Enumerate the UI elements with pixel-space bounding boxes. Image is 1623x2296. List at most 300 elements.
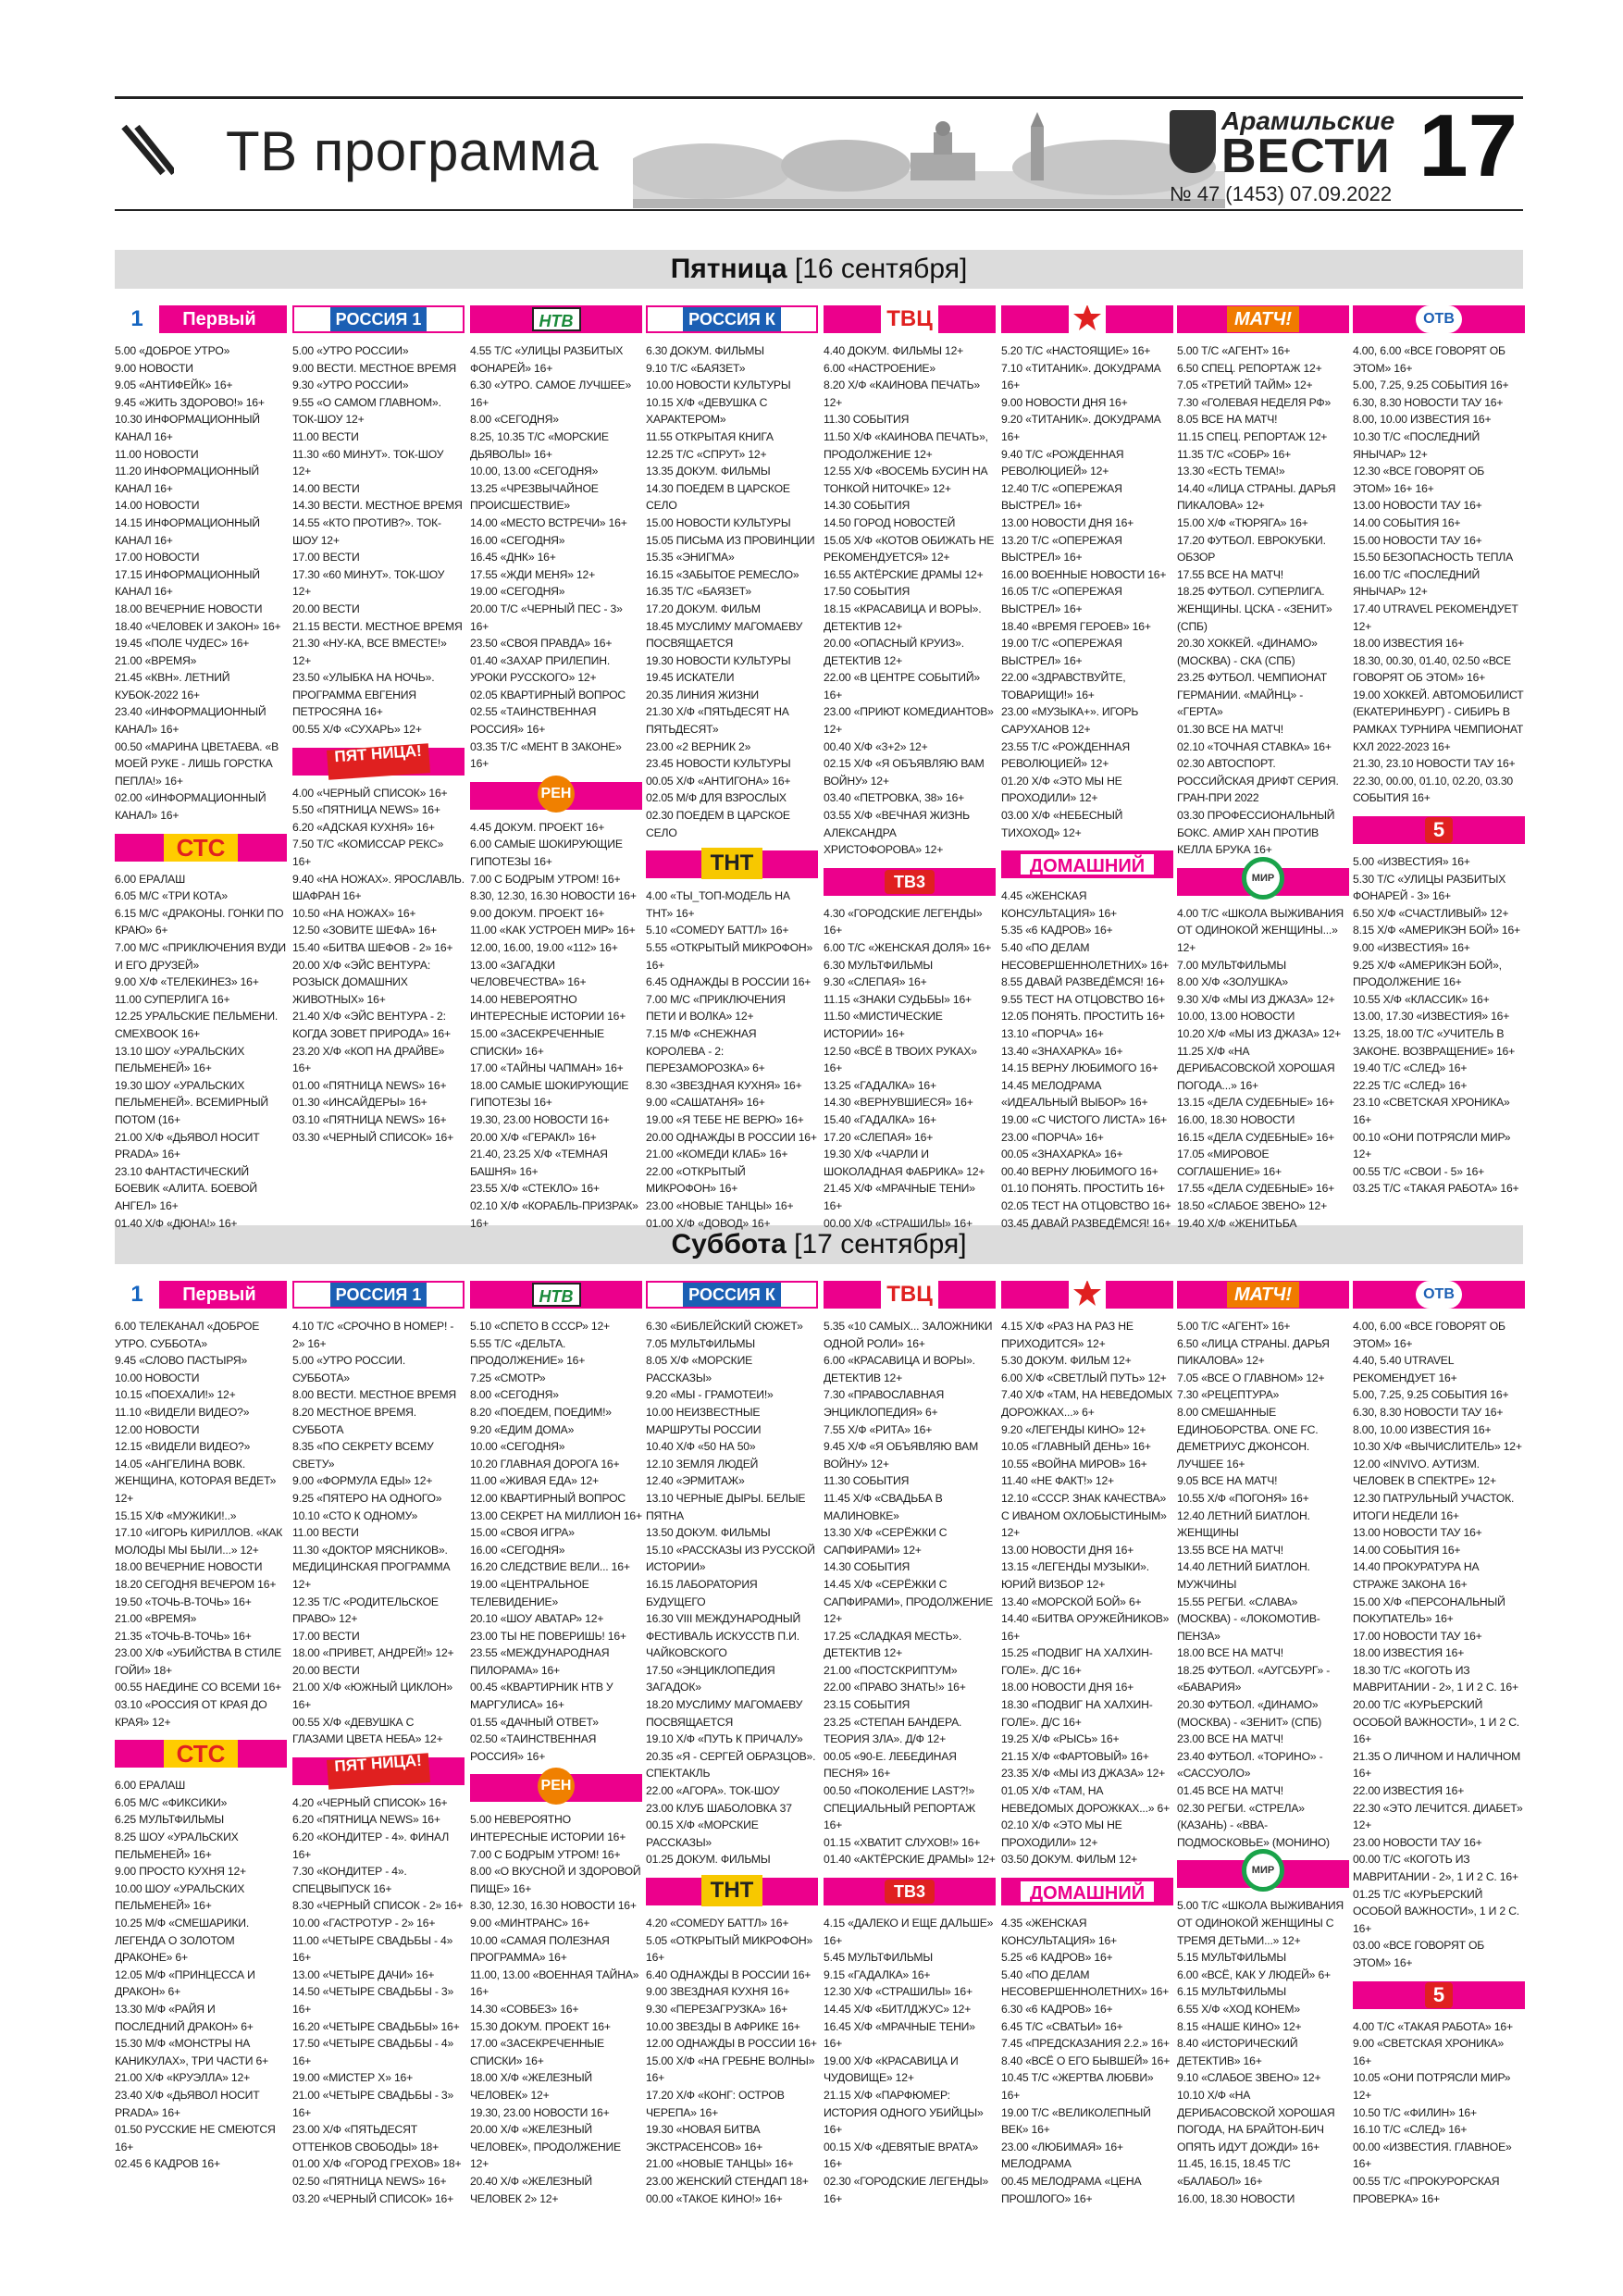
program-entry: 20.00 ВЕСТИ <box>292 1663 360 1677</box>
program-entry: 20.00 Т/С «ЧЕРНЫЙ ПЕС - 3» 16+ <box>470 602 623 633</box>
program-entry: 20.00 «ОПАСНЫЙ КРУИЗ». ДЕТЕКТИВ 12+ <box>824 637 964 667</box>
brand-top: Арамильские <box>1221 106 1395 135</box>
program-entry: 4.30 «ГОРОДСКИЕ ЛЕГЕНДЫ» 16+ <box>824 906 983 937</box>
program-entry: 5.00 Т/С «АГЕНТ» 16+ <box>1177 1320 1291 1333</box>
program-entry: 11.30 СОБЫТИЯ <box>824 413 910 427</box>
program-entry: 9.00 ЗВЕЗДНАЯ КУХНЯ 16+ <box>646 1985 790 1999</box>
program-entry: 00.55 Х/Ф «ДЕВУШКА С ГЛАЗАМИ ЦВЕТА НЕБА» 12+ <box>292 1715 443 1746</box>
program-entry: 00.40 Х/Ф «3+2» 12+ <box>824 739 928 753</box>
program-entry: 13.25, 18.00 Т/С «УЧИТЕЛЬ В ЗАКОНЕ. ВОЗВРАЩЕНИЕ» 16+ <box>1353 1026 1516 1058</box>
coat-of-arms-icon <box>1170 110 1216 173</box>
program-entry: 18.00 «ПРИВЕТ, АНДРЕЙ!» 12+ <box>292 1646 454 1660</box>
program-entry: 23.00 КЛУБ ШАБОЛОВКА 37 <box>646 1801 792 1815</box>
program-entry: 15.35 «ЭНИГМА» <box>646 551 735 565</box>
program-entry: 14.30 СОБЫТИЯ <box>824 499 911 513</box>
channel-column <box>646 1281 818 2206</box>
program-entry: 00.15 Х/Ф «МОРСКИЕ РАССКАЗЫ» <box>646 1818 759 1849</box>
channel-name: СТС <box>164 1740 239 1768</box>
program-entry: 16.00 Т/С «ПОСЛЕДНИЙ ЯНЫЧАР» 12+ <box>1353 567 1481 599</box>
program-entry: 8.30, 12.30, 16.30 НОВОСТИ 16+ <box>470 1899 637 1913</box>
program-entry: 6.00 Х/Ф «СВЕТЛЫЙ ПУТЬ» 12+ <box>1001 1371 1167 1384</box>
channel-name: 5 <box>1425 817 1453 843</box>
program-entry: 23.40 ФУТБОЛ. «ТОРИНО» - «САССУОЛО» <box>1177 1749 1323 1781</box>
program-entry: 23.00 ТЫ НЕ ПОВЕРИШЬ! 16+ <box>470 1629 626 1643</box>
program-entry: 11.15 «ЗНАКИ СУДЬБЫ» 16+ <box>824 992 972 1006</box>
program-entry: 19.30 «НОВАЯ БИТВА ЭКСТРАСЕНСОВ» 16+ <box>646 2123 763 2153</box>
program-entry: 20.00 ОДНАЖДЫ В РОССИИ 16+ <box>646 1130 817 1144</box>
program-entry: 20.00 Х/Ф «ЖЕЛЕЗНЫЙ ЧЕЛОВЕК», ПРОДОЛЖЕНИЕ 12+ <box>470 2123 621 2171</box>
program-entry: 18.00 НОВОСТИ ДНЯ 16+ <box>1001 1681 1134 1694</box>
program-entry: 14.40 «ЛИЦА СТРАНЫ. ДАРЬЯ ПИКАЛОВА» 12+ <box>1177 481 1336 513</box>
program-entry: 10.00 НОВОСТИ <box>115 1371 200 1384</box>
program-entry: 6.30 МУЛЬТФИЛЬМЫ <box>824 958 933 972</box>
program-entry: 16.00, 18.30 НОВОСТИ <box>1177 2191 1295 2205</box>
section-title: ТВ программа <box>226 120 600 182</box>
channel-name: ТНТ <box>701 848 763 879</box>
program-entry: 20.00 Х/Ф «ЭЙС ВЕНТУРА: РОЗЫСК ДОМАШНИХ ЖИВОТНЫХ» 16+ <box>292 958 431 1006</box>
program-entry: 9.30 «УТРО РОССИИ» <box>292 379 409 392</box>
program-entry: 17.30 «60 МИНУТ». ТОК-ШОУ 12+ <box>292 567 445 599</box>
channel-column <box>115 305 287 1231</box>
program-entry: 6.30 «6 КАДРОВ» 16+ <box>1001 2002 1113 2016</box>
program-entry: 7.30 «ПРАВОСЛАВНАЯ ЭНЦИКЛОПЕДИЯ» 6+ <box>824 1388 945 1419</box>
program-entry: 21.40, 23.25 Х/Ф «ТЕМНАЯ БАШНЯ» 16+ <box>470 1148 608 1178</box>
channel-logo <box>292 1281 465 1309</box>
program-entry: 20.40 Х/Ф «ЖЕЛЕЗНЫЙ ЧЕЛОВЕК 2» 12+ <box>470 2174 592 2205</box>
program-entry: 9.55 ТЕСТ НА ОТЦОВСТВО 16+ <box>1001 992 1166 1006</box>
program-entry: 8.35 «ПО СЕКРЕТУ ВСЕМУ СВЕТУ» <box>292 1440 434 1471</box>
program-entry: 8.20 МЕСТНОЕ ВРЕМЯ. СУББОТА <box>292 1405 416 1436</box>
program-entry: 17.00 ВЕСТИ <box>292 1629 360 1643</box>
program-entry: 19.30 НОВОСТИ КУЛЬТУРЫ <box>646 653 791 667</box>
channel-name: Первый <box>182 1284 256 1305</box>
program-entry: 11.50 Х/Ф «КАИНОВА ПЕЧАТЬ», ПРОДОЛЖЕНИЕ 12+ <box>824 429 988 461</box>
program-entry: 19.30 Х/Ф «ЧАРЛИ И ШОКОЛАДНАЯ ФАБРИКА» 12+ <box>824 1148 985 1178</box>
program-entry: 11.15 СПЕЦ. РЕПОРТАЖ 12+ <box>1177 429 1328 443</box>
program-entry: 10.55 Х/Ф «ПОГОНЯ» 16+ <box>1177 1491 1309 1505</box>
program-entry: 5.10 «СПЕТО В СССР» 12+ <box>470 1320 610 1333</box>
program-entry: 21.00 Х/Ф «ДЬЯВОЛ НОСИТ PRADA» 16+ <box>115 1130 260 1161</box>
program-entry: 8.00 СМЕШАННЫЕ ЕДИНОБОРСТВА. ONE FC. ДЕМЕТРИУС ДЖОНСОН. ЛУЧШЕЕ 16+ <box>1177 1405 1319 1471</box>
channel-logo <box>1177 305 1349 333</box>
program-entry: 17.00 «ЗАСЕКРЕЧЕННЫЕ СПИСКИ» 16+ <box>470 2037 604 2067</box>
program-entry: 8.15 «НАШЕ КИНО» 12+ <box>1177 2019 1302 2033</box>
program-entry: 9.40 «НА НОЖАХ». ЯРОСЛАВЛЬ. ШАФРАН 16+ <box>292 872 465 903</box>
program-entry: 8.30, 12.30, 16.30 НОВОСТИ 16+ <box>470 889 637 903</box>
program-entry: 01.15 «ХВАТИТ СЛУХОВ!» 16+ <box>824 1835 981 1849</box>
program-entry: 9.10 «СЛАБОЕ ЗВЕНО» 12+ <box>1177 2071 1321 2085</box>
program-entry: 6.00 ТЕЛЕКАНАЛ «ДОБРОЕ УТРО. СУББОТА» <box>115 1320 260 1350</box>
program-entry: 17.20 ФУТБОЛ. ЕВРОКУБКИ. ОБЗОР <box>1177 533 1326 565</box>
program-entry: 22.00 «ОТКРЫТЫЙ МИКРОФОН» 16+ <box>646 1164 746 1196</box>
program-entry: 00.45 «КВАРТИРНИК НТВ У МАРГУЛИСА» 16+ <box>470 1681 613 1712</box>
program-entry: 21.30, 23.10 НОВОСТИ ТАУ 16+ <box>1353 757 1516 771</box>
program-entry: 19.00 Т/С «ОПЕРЕЖАЯ ВЫСТРЕЛ» 16+ <box>1001 637 1122 667</box>
program-entry: 17.00 НОВОСТИ <box>115 551 200 565</box>
program-entry: 9.00 «СВЕТСКАЯ ХРОНИКА» 16+ <box>1353 2037 1505 2067</box>
program-entry: 15.25 «ПОДВИГ НА ХАЛХИН-ГОЛЕ». Д/С 16+ <box>1001 1646 1153 1677</box>
program-entry: 13.10 ШОУ «УРАЛЬСКИХ ПЕЛЬМЕНЕЙ» 16+ <box>115 1044 245 1075</box>
program-entry: 8.55 ДАВАЙ РАЗВЕДЁМСЯ! 16+ <box>1001 975 1165 989</box>
channel-column <box>1177 1281 1349 2206</box>
program-entry: 9.05 «АНТИФЕЙК» 16+ <box>115 379 233 392</box>
program-entry: 7.00 МУЛЬТФИЛЬМЫ <box>1177 958 1286 972</box>
program-entry: 14.00 ВЕСТИ <box>292 481 360 495</box>
program-entry: 22.00 «АГОРА». ТОК-ШОУ <box>646 1784 780 1798</box>
program-entry: 14.30 СОБЫТИЯ <box>824 1560 911 1574</box>
program-entry: 8.00 «СЕГОДНЯ» <box>470 1388 559 1402</box>
program-entry: 18.25 ФУТБОЛ. «АУГСБУРГ» - «БАВАРИЯ» <box>1177 1663 1331 1694</box>
program-entry: 23.10 ФАНТАСТИЧЕСКИЙ БОЕВИК «АЛИТА. БОЕВОЙ АНГЕЛ» 16+ <box>115 1164 257 1212</box>
program-entry: 17.50 «ЭНЦИКЛОПЕДИЯ ЗАГАДОК» <box>646 1663 775 1694</box>
channel-logo <box>470 1281 642 1309</box>
program-entry: 14.30 «СОВБЕЗ» 16+ <box>470 2002 579 2016</box>
program-entry: 6.30 ДОКУМ. ФИЛЬМЫ <box>646 344 764 357</box>
program-entry: 23.00 «НОВЫЕ ТАНЦЫ» 16+ <box>646 1198 794 1212</box>
program-entry: 5.20 Т/С «НАСТОЯЩИЕ» 16+ <box>1001 344 1151 357</box>
program-entry: 18.45 МУСЛИМУ МАГОМАЕВУ ПОСВЯЩАЕТСЯ <box>646 619 803 651</box>
program-entry: 17.00 ВЕСТИ <box>292 551 360 565</box>
program-entry: 9.25 «ПЯТЕРО НА ОДНОГО» <box>292 1491 442 1505</box>
program-entry: 9.00 Х/Ф «ТЕЛЕКИНЕЗ» 16+ <box>115 975 259 989</box>
program-entry: 11.00 «ЧЕТЫРЕ СВАДЬБЫ - 4» 16+ <box>292 1933 453 1965</box>
program-entry: 13.10 «ПОРЧА» 16+ <box>1001 1026 1104 1040</box>
channel-name: РЕН <box>538 776 575 813</box>
program-entry: 4.35 «ЖЕНСКАЯ КОНСУЛЬТАЦИЯ» 16+ <box>1001 1917 1117 1947</box>
channel-name: 5 <box>1425 1982 1453 2008</box>
program-entry: 15.30 ДОКУМ. ПРОЕКТ 16+ <box>470 2019 611 2033</box>
program-entry: 19.00 «С ЧИСТОГО ЛИСТА» 16+ <box>1001 1112 1168 1126</box>
program-entry: 13.55 ВСЕ НА МАТЧ! <box>1177 1543 1283 1557</box>
program-entry: 18.00 Х/Ф «ЖЕЛЕЗНЫЙ ЧЕЛОВЕК» 12+ <box>470 2071 592 2102</box>
program-entry: 17.20 ДОКУМ. ФИЛЬМ <box>646 602 761 615</box>
program-entry: 9.20 «ТИТАНИК». ДОКУДРАМА 16+ <box>1001 413 1161 443</box>
program-entry: 15.00 Х/Ф «НА ГРЕБНЕ ВОЛНЫ» 16+ <box>646 2054 815 2085</box>
channel-column <box>292 1281 465 2206</box>
program-entry: 16.00 «СЕГОДНЯ» <box>470 533 565 547</box>
program-entry: 15.40 «ГАДАЛКА» 16+ <box>824 1112 936 1126</box>
program-entry: 14.00 СОБЫТИЯ 16+ <box>1353 515 1461 529</box>
program-entry: 8.30 «ЧЕРНЫЙ СПИСОК - 2» 16+ <box>292 1899 464 1913</box>
channel-logo <box>1353 816 1525 844</box>
program-entry: 5.30 ДОКУМ. ФИЛЬМ 12+ <box>1001 1354 1132 1368</box>
program-entry: 4.00 Т/С «ТАКАЯ РАБОТА» 16+ <box>1353 2019 1513 2033</box>
program-entry: 9.45 «СЛОВО ПАСТЫРЯ» <box>115 1354 248 1368</box>
program-entry: 9.00 ВЕСТИ. МЕСТНОЕ ВРЕМЯ <box>292 361 456 375</box>
program-entry: 20.35 «Я - СЕРГЕЙ ОБРАЗЦОВ». СПЕКТАКЛЬ <box>646 1749 816 1781</box>
program-entry: 6.00 ЕРАЛАШ <box>115 1779 186 1793</box>
program-entry: 7.30 «РЕЦЕПТУРА» <box>1177 1388 1280 1402</box>
channel-name: Первый <box>182 308 256 329</box>
program-entry: 6.30 «УТРО. САМОЕ ЛУЧШЕЕ» 16+ <box>470 379 632 409</box>
program-entry: 23.00 «ПОРЧА» 16+ <box>1001 1130 1104 1144</box>
program-entry: 5.00 «УТРО РОССИИ» <box>292 344 409 357</box>
program-entry: 00.45 МЕЛОДРАМА «ЦЕНА ПРОШЛОГО» 16+ <box>1001 2174 1142 2205</box>
program-entry: 13.15 «ДЕЛА СУДЕБНЫЕ» 16+ <box>1177 1096 1335 1110</box>
program-entry: 01.00 Х/Ф «ГОРОД ГРЕХОВ» 18+ <box>292 2157 462 2171</box>
program-entry: 6.30 «БИБЛЕЙСКИЙ СЮЖЕТ» <box>646 1320 803 1333</box>
program-entry: 18.30 «ПОДВИГ НА ХАЛХИН-ГОЛЕ». Д/С 16+ <box>1001 1698 1153 1729</box>
program-entry: 19.00 Х/Ф «КРАСАВИЦА И ЧУДОВИЩЕ» 12+ <box>824 2054 959 2085</box>
program-entry: 02.15 Х/Ф «Я ОБЪЯВЛЯЮ ВАМ ВОЙНУ» 12+ <box>824 757 985 788</box>
program-entry: 12.10 ЗЕМЛЯ ЛЮДЕЙ <box>646 1457 759 1471</box>
channel-name: НТВ <box>532 307 581 331</box>
channel-column <box>1177 305 1349 1231</box>
program-entry: 10.55 «ВОЙНА МИРОВ» 16+ <box>1001 1457 1147 1471</box>
program-entry: 13.30 М/Ф «РАЙЯ И ПОСЛЕДНИЙ ДРАКОН» 6+ <box>115 2002 254 2033</box>
program-entry: 17.00 НОВОСТИ ТАУ 16+ <box>1353 1629 1482 1643</box>
channel-name: ТВ3 <box>885 1880 935 1904</box>
channel-logo <box>1353 305 1525 333</box>
program-entry: 10.00 НЕИЗВЕСТНЫЕ МАРШРУТЫ РОССИИ <box>646 1405 762 1436</box>
program-entry: 14.00 НЕВЕРОЯТНО ИНТЕРЕСНЫЕ ИСТОРИИ 16+ <box>470 992 626 1024</box>
program-entry: 16.00 ВОЕННЫЕ НОВОСТИ 16+ <box>1001 567 1167 581</box>
program-entry: 14.45 Х/Ф «СЕРЁЖКИ С САПФИРАМИ», ПРОДОЛЖЕНИЕ 12+ <box>824 1577 994 1626</box>
channel-column <box>1001 1281 1173 2206</box>
program-entry: 6.55 Х/Ф «ХОД КОНЕМ» <box>1177 2002 1300 2016</box>
program-entry: 00.55 Т/С «ПРОКУРОРСКАЯ ПРОВЕРКА» 16+ <box>1353 2174 1500 2205</box>
program-entry: 18.40 «ЧЕЛОВЕК И ЗАКОН» 16+ <box>115 619 281 633</box>
channel-logo <box>115 305 287 333</box>
program-entry: 22.30, 00.00, 01.10, 02.20, 03.30 СОБЫТИЯ 16+ <box>1353 774 1513 805</box>
program-entry: 4.40 ДОКУМ. ФИЛЬМЫ 12+ <box>824 344 964 357</box>
program-entry: 22.00 «ПРАВО ЗНАТЬ!» 16+ <box>824 1681 966 1694</box>
channel-name: ПЯТ НИЦА! <box>327 743 430 780</box>
program-entry: 20.35 ЛИНИЯ ЖИЗНИ <box>646 688 759 701</box>
program-entry: 23.25 ФУТБОЛ. ЧЕМПИОНАТ ГЕРМАНИИ. «МАЙНЦ» - «ГЕРТА» <box>1177 671 1327 719</box>
channel-name: ПЯТ НИЦА! <box>327 1753 430 1790</box>
program-entry: 6.15 МУЛЬТФИЛЬМЫ <box>1177 1985 1286 1999</box>
program-entry: 11.00 НОВОСТИ <box>115 447 199 461</box>
program-entry: 00.00 Х/Ф «СТРАШИЛЫ» 16+ <box>824 1216 973 1230</box>
program-entry: 14.40 ПРОКУРАТУРА НА СТРАЖЕ ЗАКОНА 16+ <box>1353 1560 1480 1591</box>
program-entry: 20.00 ВЕСТИ <box>292 602 360 615</box>
program-entry: 14.45 Х/Ф «БИТЛДЖУС» 12+ <box>824 2002 972 2016</box>
program-entry: 17.20 Х/Ф «КОНГ: ОСТРОВ ЧЕРЕПА» 16+ <box>646 2088 785 2119</box>
program-entry: 22.00 «ЗДРАВСТВУЙТЕ, ТОВАРИЩИ!» 16+ <box>1001 671 1126 701</box>
program-entry: 02.30 РЕГБИ. «СТРЕЛА» (КАЗАНЬ) - «ВВА-ПОДМОСКОВЬЕ» (МОНИНО) <box>1177 1801 1330 1849</box>
program-entry: 18.00 ИЗВЕСТИЯ 16+ <box>1353 1646 1465 1660</box>
channel-name: МАТЧ! <box>1227 1282 1299 1308</box>
channel-name: НТВ <box>532 1283 581 1307</box>
channel-logo <box>646 850 818 878</box>
program-entry: 14.40 «БИТВА ОРУЖЕЙНИКОВ» 16+ <box>1001 1612 1170 1643</box>
program-entry: 00.55 Х/Ф «СУХАРЬ» 12+ <box>292 723 422 737</box>
program-entry: 7.30 «КОНДИТЕР - 4». СПЕЦВЫПУСК 16+ <box>292 1865 407 1895</box>
program-entry: 17.25 «СЛАДКАЯ МЕСТЬ». ДЕТЕКТИВ 12+ <box>824 1629 962 1660</box>
channel-name: ТВЦ <box>881 305 938 333</box>
program-entry: 16.00 «СЕГОДНЯ» <box>470 1543 565 1557</box>
program-entry: 8.40 «ВСЁ О ЕГО БЫВШЕЙ» 16+ <box>1001 2054 1171 2067</box>
program-entry: 10.20 Х/Ф «МЫ ИЗ ДЖАЗА» 12+ <box>1177 1026 1342 1040</box>
program-entry: 03.00 Х/Ф «НЕБЕСНЫЙ ТИХОХОД» 12+ <box>1001 809 1123 839</box>
program-entry: 12.50 «ЗОВИТЕ ШЕФА» 16+ <box>292 924 437 937</box>
program-entry: 10.15 «ПОЕХАЛИ!» 12+ <box>115 1388 236 1402</box>
program-entry: 18.30 Т/С «КОГОТЬ ИЗ МАВРИТАНИИ - 2», 1 И 2 С. 16+ <box>1353 1663 1518 1694</box>
program-entry: 6.50 СПЕЦ. РЕПОРТАЖ 12+ <box>1177 361 1322 375</box>
program-entry: 13.20 Т/С «ОПЕРЕЖАЯ ВЫСТРЕЛ» 16+ <box>1001 533 1122 565</box>
program-entry: 6.25 МУЛЬТФИЛЬМЫ <box>115 1813 224 1827</box>
program-entry: 11.55 ОТКРЫТАЯ КНИГА <box>646 429 774 443</box>
program-entry: 13.30 Х/Ф «СЕРЁЖКИ С САПФИРАМИ» 12+ <box>824 1526 948 1557</box>
channel-column <box>1353 305 1525 1231</box>
program-entry: 01.40 Х/Ф «ДЮНА!» 16+ <box>115 1216 238 1230</box>
program-entry: 8.30 «ЗВЕЗДНАЯ КУХНЯ» 16+ <box>646 1078 802 1092</box>
program-entry: 7.00 С БОДРЫМ УТРОМ! 16+ <box>470 1847 621 1861</box>
program-entry: 16.20 СЛЕДСТВИЕ ВЕЛИ... 16+ <box>470 1560 630 1574</box>
program-entry: 12.30 ПАТРУЛЬНЫЙ УЧАСТОК. ИТОГИ НЕДЕЛИ 16+ <box>1353 1491 1515 1522</box>
program-entry: 00.40 ВЕРНУ ЛЮБИМОГО 16+ <box>1001 1164 1158 1178</box>
channel-logo <box>1177 1281 1349 1309</box>
program-entry: 7.10 «ТИТАНИК». ДОКУДРАМА 16+ <box>1001 361 1161 392</box>
program-entry: 5.00 «УТРО РОССИИ. СУББОТА» <box>292 1354 406 1384</box>
program-entry: 19.40 Х/Ф «ЖЕНИТЬБА <box>1177 1216 1297 1230</box>
program-entry: 7.00 С БОДРЫМ УТРОМ! 16+ <box>470 872 621 886</box>
program-entry: 15.50 БЕЗОПАСНОСТЬ ТЕПЛА <box>1353 551 1514 565</box>
program-entry: 18.20 МУСЛИМУ МАГОМАЕВУ ПОСВЯЩАЕТСЯ <box>646 1698 803 1729</box>
program-entry: 6.15 М/С «ДРАКОНЫ. ГОНКИ ПО КРАЮ» 6+ <box>115 906 284 937</box>
program-entry: 16.45 Х/Ф «МРАЧНЫЕ ТЕНИ» 16+ <box>824 2019 975 2051</box>
program-entry: 14.30 ВЕСТИ. МЕСТНОЕ ВРЕМЯ <box>292 499 463 513</box>
program-entry: 18.00 ИЗВЕСТИЯ 16+ <box>1353 637 1465 651</box>
program-entry: 21.00 Х/Ф «ЮЖНЫЙ ЦИКЛОН» 16+ <box>292 1681 452 1712</box>
program-entry: 10.40 Х/Ф «50 НА 50» <box>646 1440 756 1454</box>
program-entry: 15.00 НОВОСТИ ТАУ 16+ <box>1353 533 1482 547</box>
program-entry: 10.30 ИНФОРМАЦИОННЫЙ КАНАЛ 16+ <box>115 413 260 443</box>
channel-name: ТВЦ <box>881 1281 938 1309</box>
program-entry: 19.30, 23.00 НОВОСТИ 16+ <box>470 1112 610 1126</box>
program-entry: 13.25 «ЧРЕЗВЫЧАЙНОЕ ПРОИСШЕСТВИЕ» <box>470 481 599 513</box>
program-entry: 14.50 «ЧЕТЫРЕ СВАДЬБЫ - 3» 16+ <box>292 1985 454 2016</box>
program-entry: 11.50 «МИСТИЧЕСКИЕ ИСТОРИИ» 16+ <box>824 1010 943 1040</box>
program-entry: 11.00, 13.00 «ВОЕННАЯ ТАЙНА» 16+ <box>470 1967 639 1999</box>
program-entry: 01.10 ПОНЯТЬ. ПРОСТИТЬ 16+ <box>1001 1182 1165 1196</box>
program-entry: 5.50 «ПЯТНИЦА NEWS» 16+ <box>292 803 440 817</box>
program-entry: 9.25 Х/Ф «АМЕРИКЭН БОЙ», ПРОДОЛЖЕНИЕ 16+ <box>1353 958 1502 989</box>
program-entry: 11.00 «КАК УСТРОЕН МИР» 16+ <box>470 924 636 937</box>
program-entry: 8.00, 10.00 ИЗВЕСТИЯ 16+ <box>1353 413 1492 427</box>
channel-name: ТВ3 <box>885 870 935 894</box>
program-entry: 02.10 Х/Ф «КОРАБЛЬ-ПРИЗРАК» 16+ <box>470 1198 638 1230</box>
program-entry: 01.05 Х/Ф «ТАМ, НА НЕВЕДОМЫХ ДОРОЖКАХ...» 6+ <box>1001 1784 1171 1815</box>
program-entry: 12.00 ОДНАЖДЫ В РОССИИ 16+ <box>646 2037 817 2051</box>
program-entry: 03.30 ПРОФЕССИОНАЛЬНЫЙ БОКС. АМИР ХАН ПРОТИВ КЕЛЛА БРУКА 16+ <box>1177 809 1335 857</box>
program-entry: 4.00 Т/С «ШКОЛА ВЫЖИВАНИЯ ОТ ОДИНОКОЙ ЖЕНЩИНЫ...» 12+ <box>1177 906 1344 954</box>
channel-logo <box>1177 868 1349 896</box>
program-entry: 13.10 ЧЕРНЫЕ ДЫРЫ. БЕЛЫЕ ПЯТНА <box>646 1491 806 1522</box>
program-entry: 01.20 Х/Ф «ЭТО МЫ НЕ ПРОХОДИЛИ» 12+ <box>1001 774 1122 805</box>
program-entry: 7.05 «ВСЕ О ГЛАВНОМ» 12+ <box>1177 1371 1325 1384</box>
program-entry: 00.15 Х/Ф «ДЕВЯТЫЕ ВРАТА» 16+ <box>824 2140 979 2171</box>
program-entry: 5.25 «6 КАДРОВ» 16+ <box>1001 1951 1113 1965</box>
program-entry: 9.10 Т/С «БАЯЗЕТ» <box>646 361 746 375</box>
program-entry: 23.00 «2 ВЕРНИК 2» <box>646 739 751 753</box>
program-entry: 14.30 ПОЕДЕМ В ЦАРСКОЕ СЕЛО <box>646 481 790 513</box>
program-entry: 12.00 «INVIVO. АУТИЗМ. ЧЕЛОВЕК В СПЕКТРЕ» 12+ <box>1353 1457 1496 1488</box>
program-entry: 02.50 «ТАИНСТВЕННАЯ РОССИЯ» 16+ <box>470 1732 597 1763</box>
program-entry: 7.05 «ТРЕТИЙ ТАЙМ» 12+ <box>1177 379 1313 392</box>
program-entry: 00.50 «ПОКОЛЕНИЕ LAST?!» СПЕЦИАЛЬНЫЙ РЕПОРТАЖ 16+ <box>824 1784 976 1832</box>
program-entry: 11.00 СУПЕРЛИГА 16+ <box>115 992 230 1006</box>
program-entry: 19.25 Х/Ф «РЫСЬ» 16+ <box>1001 1732 1120 1746</box>
program-entry: 9.40 Т/С «РОЖДЕННАЯ РЕВОЛЮЦИЕЙ» 12+ <box>1001 447 1124 478</box>
program-entry: 5.55 Т/С «ДЕЛЬТА. ПРОДОЛЖЕНИЕ» 16+ <box>470 1336 586 1368</box>
program-entry: 23.15 СОБЫТИЯ <box>824 1698 911 1712</box>
program-entry: 10.10 Х/Ф «НА ДЕРИБАСОВСКОЙ ХОРОШАЯ ПОГОДА, НА БРАЙТОН-БИЧ ОПЯТЬ ИДУТ ДОЖДИ» 16+ <box>1177 2088 1335 2153</box>
channel-name: РЕН <box>538 1768 575 1805</box>
program-entry: 01.40 «АКТЁРСКИЕ ДРАМЫ» 12+ <box>824 1853 996 1867</box>
program-entry: 7.00 М/С «ПРИКЛЮЧЕНИЯ ПЕТИ И ВОЛКА» 12+ <box>646 992 786 1024</box>
program-entry: 5.45 МУЛЬТФИЛЬМЫ <box>824 1951 933 1965</box>
channel-logo <box>470 1774 642 1802</box>
program-entry: 23.45 НОВОСТИ КУЛЬТУРЫ <box>646 757 791 771</box>
program-entry: 01.30 ВСЕ НА МАТЧ! <box>1177 723 1283 737</box>
program-entry: 13.40 «ЗНАХАРКА» 16+ <box>1001 1044 1123 1058</box>
program-entry: 23.00 НОВОСТИ ТАУ 16+ <box>1353 1835 1482 1849</box>
program-entry: 17.20 «СЛЕПАЯ» 16+ <box>824 1130 934 1144</box>
program-entry: 15.05 Х/Ф «КОТОВ ОБИЖАТЬ НЕ РЕКОМЕНДУЕТСЯ» 12+ <box>824 533 995 565</box>
program-entry: 11.45 Х/Ф «СВАДЬБА В МАЛИНОВКЕ» <box>824 1491 943 1522</box>
program-entry: 03.25 Т/С «ТАКАЯ РАБОТА» 16+ <box>1353 1182 1519 1196</box>
program-entry: 6.05 М/С «ФИКСИКИ» <box>115 1795 228 1809</box>
program-entry: 22.30 «ЭТО ЛЕЧИТСЯ. ДИАБЕТ» 12+ <box>1353 1801 1523 1832</box>
program-entry: 10.50 Т/С «ФИЛИН» 16+ <box>1353 2105 1477 2119</box>
program-entry: 19.40 Т/С «СЛЕД» 16+ <box>1353 1061 1468 1075</box>
program-entry: 21.35 «ТОЧЬ-В-ТОЧЬ» 16+ <box>115 1629 252 1643</box>
program-entry: 9.00 НОВОСТИ ДНЯ 16+ <box>1001 395 1128 409</box>
program-entry: 4.00, 6.00 «ВСЕ ГОВОРЯТ ОБ ЭТОМ» 16+ <box>1353 344 1505 375</box>
program-entry: 15.00 «ЗАСЕКРЕЧЕННЫЕ СПИСКИ» 16+ <box>470 1026 604 1058</box>
program-entry: 00.00 «ТАКОЕ КИНО!» 16+ <box>646 2191 783 2205</box>
channel-column <box>1353 1281 1525 2206</box>
program-entry: 17.15 ИНФОРМАЦИОННЫЙ КАНАЛ 16+ <box>115 567 260 599</box>
day-date: [16 сентября] <box>794 254 968 284</box>
program-entry: 03.55 Х/Ф «ВЕЧНАЯ ЖИЗНЬ АЛЕКСАНДРА ХРИСТОФОРОВА» 12+ <box>824 809 970 857</box>
program-entry: 16.10 Т/С «СЛЕД» 16+ <box>1353 2123 1468 2137</box>
program-entry: 8.20 Х/Ф «КАИНОВА ПЕЧАТЬ» 12+ <box>824 379 980 409</box>
program-entry: 12.30 Х/Ф «СТРАШИЛЫ» 16+ <box>824 1985 973 1999</box>
channel-column <box>646 305 818 1231</box>
channel-name: РОССИЯ К <box>683 307 781 331</box>
program-entry: 21.45 Х/Ф «МРАЧНЫЕ ТЕНИ» 16+ <box>824 1182 975 1212</box>
program-entry: 02.30 АВТОСПОРТ. РОССИЙСКАЯ ДРИФТ СЕРИЯ. ГРАН-ПРИ 2022 <box>1177 757 1339 805</box>
program-entry: 01.00 Х/Ф «ДОВОД» 16+ <box>646 1216 771 1230</box>
day-name: Суббота <box>671 1229 787 1260</box>
program-entry: 12.40 ЛЕТНИЙ БИАТЛОН. ЖЕНЩИНЫ <box>1177 1508 1310 1540</box>
program-entry: 23.00 ЖЕНСКИЙ СТЕНДАП 18+ <box>646 2174 809 2188</box>
program-entry: 21.40 Х/Ф «ЭЙС ВЕНТУРА - 2: КОГДА ЗОВЕТ ПРИРОДА» 16+ <box>292 1010 451 1040</box>
channel-logo <box>115 1281 287 1309</box>
channel-logo <box>1001 1878 1173 1905</box>
program-entry: 23.25 «СТЕПАН БАНДЕРА. ТЕОРИЯ ЗЛА». Д/Ф 12+ <box>824 1715 962 1746</box>
program-entry: 5.00, 7.25, 9.25 СОБЫТИЯ 16+ <box>1353 379 1509 392</box>
program-entry: 13.00 «ЗАГАДКИ ЧЕЛОВЕЧЕСТВА» 16+ <box>470 958 587 989</box>
program-entry: 8.15 Х/Ф «АМЕРИКЭН БОЙ» 16+ <box>1353 924 1520 937</box>
program-entry: 9.00 «САШАТАНЯ» 16+ <box>646 1096 765 1110</box>
program-entry: 12.05 М/Ф «ПРИНЦЕССА И ДРАКОН» 6+ <box>115 1967 255 1999</box>
program-entry: 8.00 Х/Ф «ЗОЛУШКА» <box>1177 975 1288 989</box>
program-entry: 7.00 М/С «ПРИКЛЮЧЕНИЯ ВУДИ И ЕГО ДРУЗЕЙ» <box>115 941 286 972</box>
program-entry: 15.05 ПИСЬМА ИЗ ПРОВИНЦИИ <box>646 533 815 547</box>
program-entry: 10.00 ЗВЕЗДЫ В АФРИКЕ 16+ <box>646 2019 800 2033</box>
program-entry: 4.45 ДОКУМ. ПРОЕКТ 16+ <box>470 820 605 834</box>
program-entry: 14.00 СОБЫТИЯ 16+ <box>1353 1543 1461 1557</box>
program-entry: 10.15 Х/Ф «ДЕВУШКА С ХАРАКТЕРОМ» <box>646 395 768 427</box>
program-entry: 17.55 «ЖДИ МЕНЯ» 12+ <box>470 567 596 581</box>
program-entry: 02.10 Х/Ф «ЭТО МЫ НЕ ПРОХОДИЛИ» 12+ <box>1001 1818 1122 1849</box>
program-entry: 11.00 ВЕСТИ <box>292 429 359 443</box>
program-entry: 17.40 UTRAVEL РЕКОМЕНДУЕТ 12+ <box>1353 602 1518 633</box>
